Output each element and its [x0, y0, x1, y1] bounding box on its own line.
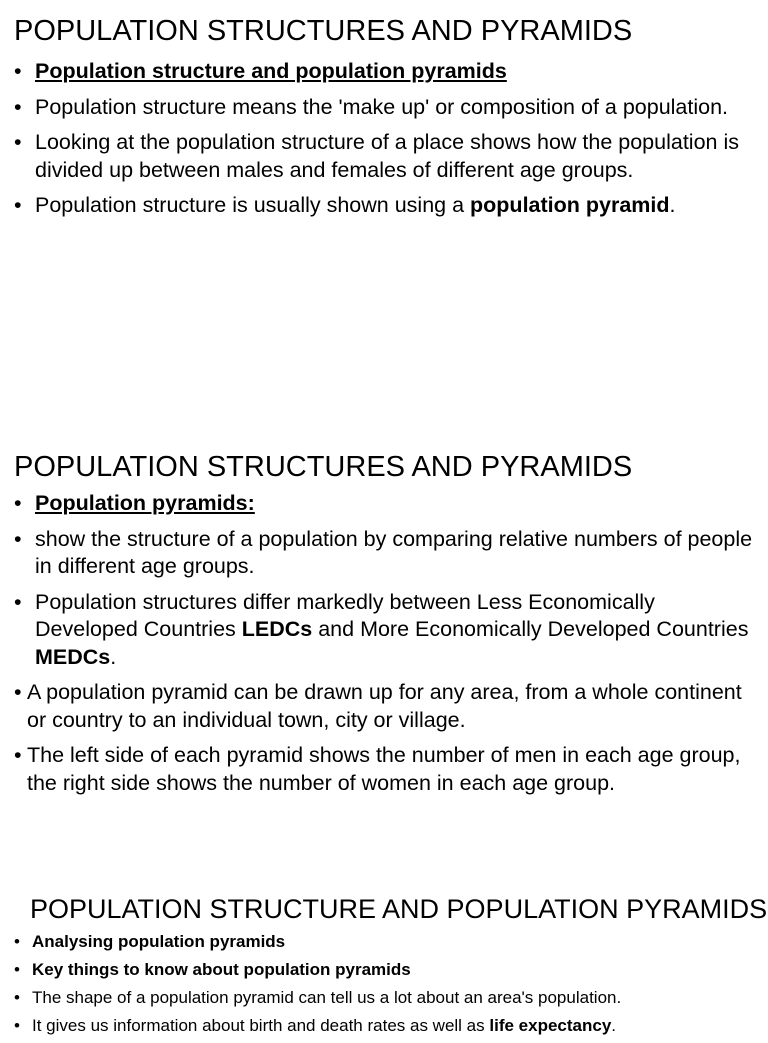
- bullet-text: .: [669, 193, 676, 217]
- bullet-dot-icon: •: [14, 589, 22, 614]
- bullet-dot-icon: •: [14, 526, 22, 551]
- bullet-dot-icon: •: [14, 491, 22, 515]
- bullet-dot-icon: •: [14, 743, 22, 767]
- bullet-dot-icon: •: [14, 988, 20, 1007]
- bullet-text: Population structure is usually shown using a: [35, 193, 471, 217]
- bullet-text: The left side of each pyramid shows the number of men in each age group, the right side shows the number of women in each age group.: [27, 743, 741, 795]
- bullet-item: [14, 129, 754, 184]
- bullet-item: [14, 490, 754, 518]
- slide-3: [0, 880, 768, 1035]
- slide-1: [0, 0, 768, 430]
- bullet-item: [14, 987, 754, 1008]
- bullet-dot-icon: •: [14, 193, 22, 217]
- bullet-dot-icon: •: [14, 680, 22, 704]
- bullet-dot-icon: •: [14, 130, 22, 154]
- bullet-item: [14, 94, 754, 122]
- bullet-emphasis: MEDCs: [35, 644, 111, 669]
- slide-2: [0, 436, 768, 856]
- bullet-emphasis: Analysing population pyramids: [32, 932, 286, 951]
- bullet-item: [14, 58, 754, 86]
- bullet-text: Population structure means the 'make up' or composition of a population.: [35, 94, 729, 119]
- slide-title: POPULATION STRUCTURE AND POPULATION PYRAMIDS: [30, 894, 768, 924]
- bullet-text: Looking at the population structure of a place shows how the population is divided up between males and females of different age groups.: [35, 130, 739, 182]
- bullet-dot-icon: •: [14, 932, 20, 951]
- bullet-emphasis: population pyramid: [470, 193, 670, 217]
- bullet-text: .: [110, 644, 117, 669]
- bullet-item: [14, 192, 754, 220]
- bullet-item: [14, 1015, 754, 1036]
- bullet-dot-icon: •: [14, 94, 22, 119]
- bullet-dot-icon: •: [14, 1016, 20, 1035]
- bullet-list: [14, 931, 754, 1043]
- bullet-emphasis: Key things to know about population pyramids: [32, 960, 411, 979]
- bullet-emphasis: life expectancy: [489, 1016, 612, 1035]
- bullet-list: [14, 490, 754, 805]
- bullet-item: [14, 589, 754, 672]
- bullet-item: [14, 931, 754, 952]
- bullet-text: The shape of a population pyramid can tell us a lot about an area's population.: [32, 988, 622, 1007]
- bullet-list: [14, 58, 754, 228]
- bullet-text: Population structures differ markedly between Less Economically Developed Countries: [35, 589, 655, 641]
- bullet-heading: Population pyramids:: [35, 491, 255, 515]
- bullet-text: It gives us information about birth and death rates as well as: [32, 1016, 490, 1035]
- bullet-item: [14, 679, 754, 734]
- bullet-heading: Population structure and population pyramids: [35, 59, 507, 83]
- bullet-item: [14, 526, 754, 581]
- bullet-emphasis: LEDCs: [241, 617, 313, 641]
- bullet-text: and More Economically Developed Countries: [312, 617, 749, 641]
- bullet-dot-icon: •: [14, 960, 20, 979]
- bullet-item: [14, 959, 754, 980]
- slide-title: POPULATION STRUCTURES AND PYRAMIDS: [14, 451, 633, 483]
- bullet-text: A population pyramid can be drawn up for any area, from a whole continent or country to an individual town, city or village.: [27, 680, 742, 732]
- slide-title: POPULATION STRUCTURES AND PYRAMIDS: [14, 15, 633, 47]
- bullet-dot-icon: •: [14, 59, 22, 83]
- bullet-text: .: [611, 1016, 617, 1035]
- bullet-text: show the structure of a population by comparing relative numbers of people in different age groups.: [35, 526, 753, 578]
- bullet-item: [14, 742, 754, 797]
